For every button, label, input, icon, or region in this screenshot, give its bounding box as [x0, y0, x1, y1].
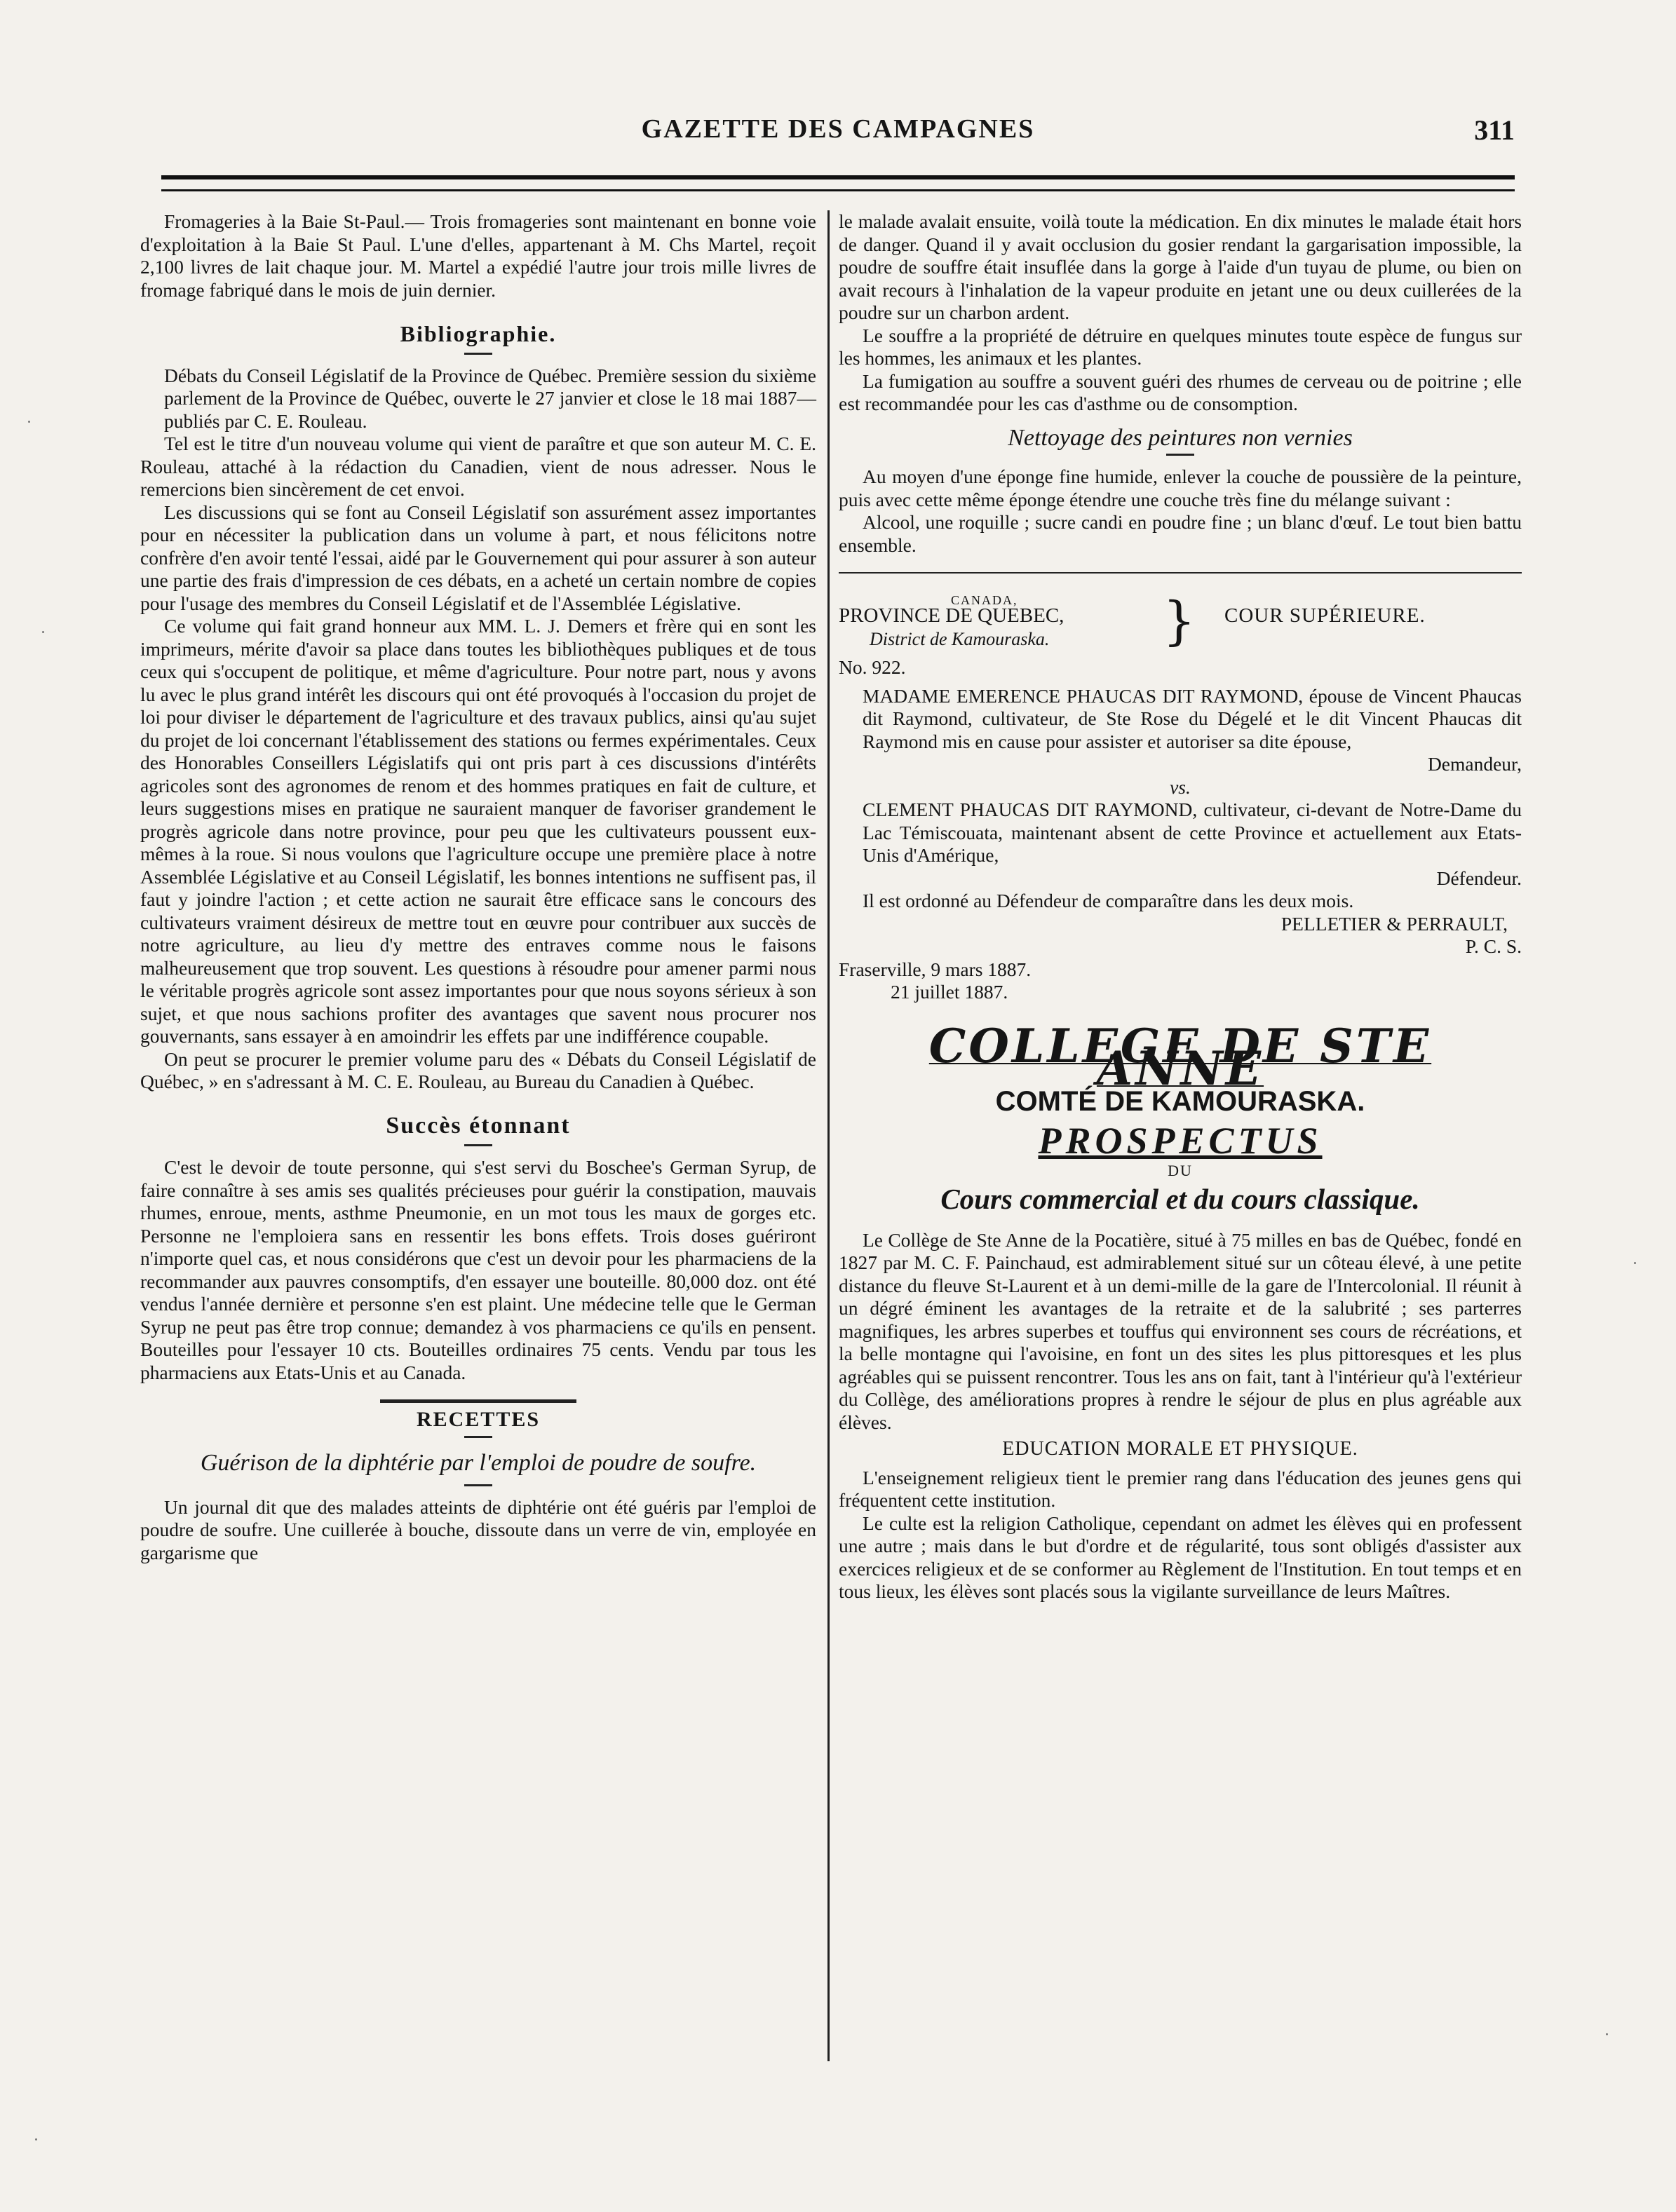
- page-header: [161, 105, 1515, 154]
- legal-defendeur: CLEMENT PHAUCAS DIT RAYMOND, cultivateur, ci-devant de Notre-Dame du Lac Témiscouata, maintenant absent de cette Province et actuellement aux Etats-Unis d'Amérique,: [863, 799, 1522, 866]
- soufre-paragraph: Le souffre a la propriété de détruire en quelques minutes toute espèce de fungus sur les hommes, les animaux et les plantes.: [839, 324, 1522, 369]
- cours-heading: Cours commercial et du cours classique.: [940, 1183, 1420, 1215]
- du-label: DU: [1168, 1161, 1193, 1179]
- section-dash: [464, 1144, 492, 1146]
- newspaper-title: GAZETTE DES CAMPAGNES: [641, 114, 1035, 144]
- legal-defendeur-label: Défendeur.: [1436, 867, 1522, 889]
- margin-speck: [28, 421, 30, 423]
- education-heading: EDUCATION MORALE ET PHYSIQUE.: [1002, 1438, 1358, 1460]
- legal-avocats: PELLETIER & PERRAULT,: [1280, 912, 1508, 935]
- page-number: 311: [1474, 114, 1515, 146]
- biblio-paragraph: Les discussions qui se font au Conseil Législatif son assurément assez importantes pour en nécessiter la publication dans un volume à part, et nous félicitons notre confrère d'en avoir tenté l'essai, aidé par le Gouvernement qui pour assurer à son auteur une partie des frais d'impression de ces débats, en a acheté un certain nombre de copies pour l'usage des membres du Conseil Législatif et de l'Assemblée Législative.: [140, 501, 816, 614]
- education-paragraph: L'enseignement religieux tient le premier rang dans l'éducation des jeunes gens qui fréquentent cette institution.: [839, 1466, 1522, 1511]
- legal-province: PROVINCE DE QUEBEC,: [839, 604, 1065, 627]
- legal-district: District de Kamouraska.: [870, 629, 1050, 649]
- section-dash: [464, 1436, 492, 1438]
- college-title: COLLEGE DE STE ANNE: [928, 1018, 1432, 1096]
- right-column: [839, 210, 1522, 1603]
- biblio-title-paragraph: Débats du Conseil Législatif de la Province de Québec. Première session du sixième parlement de la Province de Québec, ouverte le 27 janvier et close le 18 mai 1887—publiés par C. E. Rouleau.: [164, 364, 816, 432]
- legal-court: COUR SUPÉRIEURE.: [1224, 604, 1426, 627]
- biblio-paragraph: Ce volume qui fait grand honneur aux MM. L. J. Demers et frère qui en sont les imprimeurs, mérite d'avoir sa place dans toutes les bibliothèques publiques et de tous ceux qui s'occupent de politique, et même d'agriculture. Pour notre part, nous y avons lu avec le plus grand intérêt les discours qui ont été provoqués à l'occasion du projet de loi pour diviser le département de l'agriculture et des travaux publics, ainsi qu'au sujet du projet de loi concernant l'établissement des stations ou fermes expérimentales. Ceux des Honorables Conseillers Législatifs qui ont pris part à ces discussions d'intérêts agricoles sont des agronomes de renom et des hommes pratiques en fait de culture, et leurs suggestions mises en pratique ne sauraient manquer de favoriser grandement le progrès agricole dans notre province, pour peu que les cultivateurs poussent eux-mêmes à la roue. Si nous voulons que l'agriculture occupe une première place à notre Assemblée Législative et au Conseil Législatif, les bonnes intentions ne suffisent pas, il faut y joindre l'action ; et cette action ne saurait être efficace sans le concours des cultivateurs vraiment désireux de mettre tout en œuvre pour contribuer aux succès de notre agriculture, au lieu d'y mettre des entraves comme nous le faisons malheureusement que trop souvent. Les questions à résoudre pour amener parmi nous le véritable progrès agricole sont assez importantes pour que nous soyons sérieux à son sujet, et que nous sachions profiter des avantages que savent nous procurer nos gouvernants, sans essayer à en amoindrir les effets par une indifférence coupable.: [140, 615, 816, 1047]
- legal-vs: vs.: [1170, 775, 1191, 798]
- section-dash: [464, 1484, 492, 1486]
- legal-lieu-date: Fraserville, 9 mars 1887.: [839, 958, 1032, 980]
- legal-case-number: No. 922.: [839, 656, 906, 678]
- recettes-heading: RECETTES: [416, 1408, 541, 1431]
- legal-demandeur: MADAME EMERENCE PHAUCAS DIT RAYMOND, épouse de Vincent Phaucas dit Raymond, cultivateur, de Ste Rose du Dégelé et le dit Vincent Phaucas dit Raymond mis en cause pour assister et autoriser sa dite épouse,: [863, 684, 1522, 752]
- biblio-paragraph: On peut se procurer le premier volume paru des « Débats du Conseil Législatif de Québec, » en s'adressant à M. C. E. Rouleau, au Bureau du Canadien à Québec.: [140, 1047, 816, 1092]
- guerison-heading: Guérison de la diphtérie par l'emploi de poudre de soufre.: [200, 1449, 757, 1476]
- brace-glyph: }: [1163, 591, 1196, 651]
- legal-date: 21 juillet 1887.: [891, 981, 1008, 1003]
- legal-notice-header: [839, 589, 1522, 656]
- section-dash: [464, 353, 492, 355]
- legal-notice-rule: [839, 572, 1522, 574]
- fromageries-paragraph: Fromageries à la Baie St-Paul.— Trois fromageries sont maintenant en bonne voie d'exploitation à la Baie St Paul. L'une d'elles, appartenant à M. Chs Martel, reçoit 2,100 livres de lait chaque jour. M. Martel a expédié l'autre jour trois mille livres de fromage fabriqué dans le mois de juin dernier.: [140, 210, 816, 301]
- nettoyage-paragraph: Au moyen d'une éponge fine humide, enlever la couche de poussière de la peinture, puis avec cette même éponge étendre une couche très fine du mélange suivant :: [839, 466, 1522, 510]
- legal-ordonne: Il est ordonné au Défendeur de comparaître dans les deux mois.: [863, 890, 1354, 911]
- margin-speck: [42, 631, 44, 633]
- succes-paragraph: C'est le devoir de toute personne, qui s'est servi du Boschee's German Syrup, de faire connaître à ses amis ses qualités précieuses pour guérir la constipation, mauvais rhumes, enroue, ments, asthme Pneumonie, en un mot tous les maux de gorges etc. Personne ne l'emploiera sans en ressentir les bons effets. Trois doses guériront n'importe quel cas, et nous considérons que c'est un devoir pour les pharmaciens de la recommander aux pauvres consomptifs, d'en essayer une bouteille. 80,000 doz. ont été vendus l'année dernière et personne s'en est plaint. Une médecine telle que le German Syrup ne peut pas être trop connue; demandez à vos pharmaciens ce qu'ils en pensent. Bouteilles pour l'essayer 10 cts. Bouteilles ordinaires 75 cents. Vendu par tous les pharmaciens aux Etats-Unis et au Canada.: [140, 1156, 816, 1383]
- legal-pcs: P. C. S.: [1465, 935, 1522, 957]
- biblio-paragraph: Tel est le titre d'un nouveau volume qui vient de paraître et que son auteur M. C. E. Rouleau, attaché à la rédaction du Canadien, vient de nous adresser. Nous le remercions bien sincèrement de cet envoi.: [140, 433, 816, 500]
- column-divider: [827, 210, 830, 2061]
- succes-heading: Succès étonnant: [386, 1112, 571, 1139]
- comte-heading: COMTÉ DE KAMOURASKA.: [995, 1085, 1365, 1117]
- margin-speck: [1634, 1262, 1636, 1264]
- soufre-continuation: le malade avalait ensuite, voilà toute la médication. En dix minutes le malade était hors de danger. Quand il y avait occlusion du gosier rendant la gargarisation impossible, la poudre de souffre était insuflée dans la gorge à l'aide d'un tuyau de plume, ou bien on avait recours à l'inhalation de la vapeur produite en jetant une ou deux cuillerées de la poudre sur un charbon ardent.: [839, 210, 1522, 323]
- legal-canada: CANADA,: [951, 593, 1018, 607]
- margin-speck: [35, 2138, 37, 2140]
- section-rule: [380, 1399, 576, 1403]
- margin-speck: [1606, 2033, 1608, 2035]
- soufre-paragraph: La fumigation au souffre a souvent guéri des rhumes de cerveau ou de poitrine ; elle est recommandée pour les cas d'asthme ou de consomption.: [839, 369, 1522, 414]
- left-column: [140, 210, 816, 1564]
- college-paragraph: Le Collège de Ste Anne de la Pocatière, situé à 75 milles en bas de Québec, fondé en 1827 par M. C. F. Painchaud, est admirablement situé sur un côteau élevé, à une petite distance du fleuve St-Laurent et à un demi-mille de la gare de l'Intercolonial. Il réunit à un dégré éminent les avantages de la retraite et de la salubrité ; ses parterres magnifiques, les arbres superbes et touffus qui environnent ses cours de récréations, et la belle montagne qui l'avoisine, en font un des sites les plus pittoresques et les plus agréables qui se puissent rencontrer. Tous les ans on fait, tant à l'intérieur qu'à l'extérieur du Collège, des améliorations propres à rendre le séjour de plus en plus agréable aux élèves.: [839, 1228, 1522, 1433]
- legal-demandeur-label: Demandeur,: [1427, 753, 1522, 775]
- education-paragraph: Le culte est la religion Catholique, cependant on admet les élèves qui en professent une autre ; mais dans le but d'ordre et de régularité, tous sont obligés d'assister aux exercices religieux et de se conformer au Règlement de l'Institution. En tout temps et en tous lieux, les élèves sont placés sous la vigilante surveillance de leurs Maîtres.: [839, 1512, 1522, 1602]
- prospectus-heading: PROSPECTUS: [1038, 1120, 1323, 1162]
- section-dash: [1166, 454, 1194, 456]
- nettoyage-heading: Nettoyage des peintures non vernies: [1008, 424, 1353, 451]
- guerison-paragraph: Un journal dit que des malades atteints de diphtérie ont été guéris par l'emploi de poudre de soufre. Une cuillerée à bouche, dissoute dans un verre de vin, employée en gargarisme que: [140, 1495, 816, 1563]
- header-rule: [161, 175, 1515, 191]
- bibliographie-heading: Bibliographie.: [400, 321, 557, 346]
- nettoyage-paragraph: Alcool, une roquille ; sucre candi en poudre fine ; un blanc d'œuf. Le tout bien battu ensemble.: [839, 511, 1522, 556]
